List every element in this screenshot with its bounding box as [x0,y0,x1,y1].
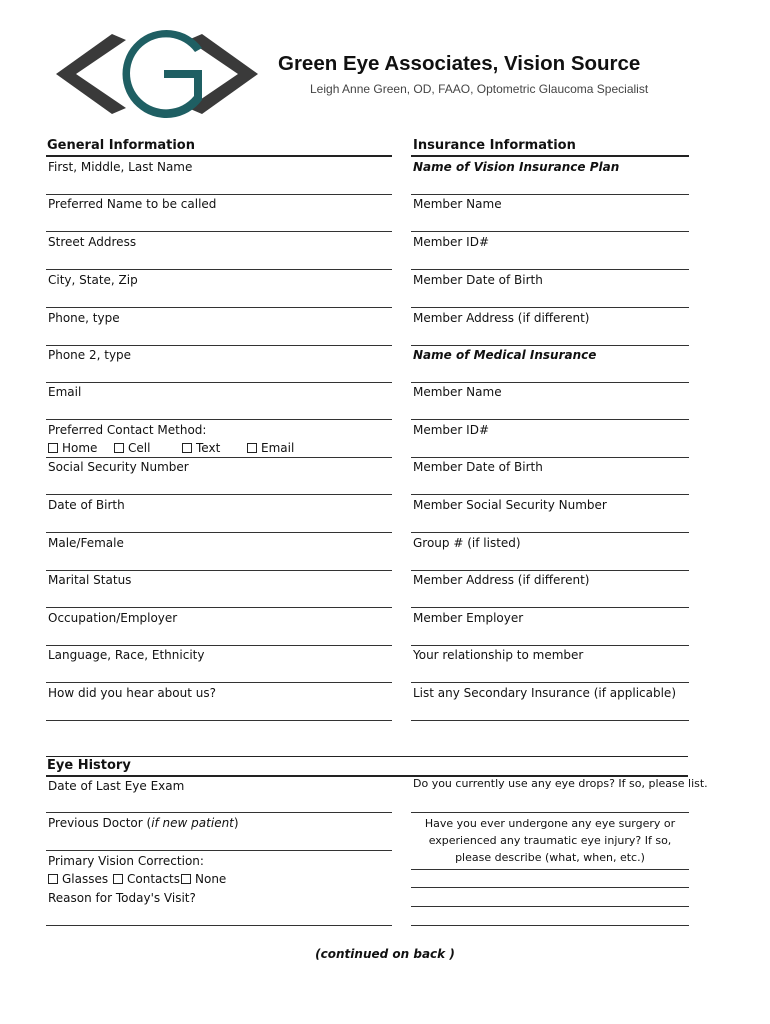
reason-for-visit-label: Reason for Today's Visit? [48,891,196,905]
email-label: Email [48,385,82,399]
checkbox-glasses[interactable]: Glasses [48,872,108,886]
medical-member-name-label: Member Name [413,385,502,399]
medical-member-id-label: Member ID# [413,423,490,437]
eye-surgery-line-3[interactable] [411,906,689,907]
reason-for-visit-line[interactable] [46,925,392,926]
medical-insurance-line[interactable] [411,382,689,383]
general-info-rule [46,155,392,157]
previous-doctor-label: Previous Doctor (if new patient) [48,816,239,830]
date-of-birth-line[interactable] [46,532,392,533]
medical-your-relationship-to-member-label: Your relationship to member [413,648,584,662]
social-security-number-label: Social Security Number [48,460,189,474]
checkbox-contact-text[interactable]: Text [182,441,220,455]
continued-on-back: (continued on back ) [315,947,455,961]
member-member-name-label: Member Name [413,197,502,211]
eye-surgery-line-2[interactable] [411,887,689,888]
medical-list-any-secondary-insurance-if-applicable-line[interactable] [411,720,689,721]
first-middle-last-name-line[interactable] [46,194,392,195]
last-eye-exam-line[interactable] [46,812,392,813]
first-middle-last-name-label: First, Middle, Last Name [48,160,193,174]
preferred-name-to-be-called-label: Preferred Name to be called [48,197,217,211]
medical-insurance-label: Name of Medical Insurance [413,348,597,362]
street-address-line[interactable] [46,269,392,270]
medical-group-if-listed-line[interactable] [411,570,689,571]
member-member-date-of-birth-label: Member Date of Birth [413,273,543,287]
checkbox-contact-email[interactable]: Email [247,441,294,455]
eye-surgery-line-4[interactable] [411,925,689,926]
marital-status-label: Marital Status [48,573,132,587]
medical-member-date-of-birth-line[interactable] [411,494,689,495]
phone-type-line[interactable] [46,345,392,346]
member-member-date-of-birth-line[interactable] [411,307,689,308]
medical-member-name-line[interactable] [411,419,689,420]
phone-2-type-label: Phone 2, type [48,348,132,362]
how-did-you-hear-about-us-label: How did you hear about us? [48,686,216,700]
language-race-ethnicity-label: Language, Race, Ethnicity [48,648,205,662]
previous-doctor-line[interactable] [46,850,392,851]
occupation-employer-line[interactable] [46,645,392,646]
medical-member-social-security-number-line[interactable] [411,532,689,533]
general-info-heading: General Information [47,138,195,153]
vision-correction-label: Primary Vision Correction: [48,854,204,868]
language-race-ethnicity-line[interactable] [46,682,392,683]
green-eye-logo [52,26,262,122]
eye-surgery-label: Have you ever undergone any eye surgery or experienced any traumatic eye injury? If so, please describe (what, when, etc.) [424,817,676,864]
phone-2-type-line[interactable] [46,382,392,383]
how-did-you-hear-about-us-line[interactable] [46,720,392,721]
practice-title: Green Eye Associates, Vision Source [278,52,641,75]
phone-type-label: Phone, type [48,311,120,325]
city-state-zip-line[interactable] [46,307,392,308]
member-member-name-line[interactable] [411,231,689,232]
practice-subtitle: Leigh Anne Green, OD, FAAO, Optometric Glaucoma Specialist [310,82,649,96]
vision-plan-label: Name of Vision Insurance Plan [413,160,620,174]
checkbox-contact-cell[interactable]: Cell [114,441,150,455]
medical-member-social-security-number-label: Member Social Security Number [413,498,607,512]
city-state-zip-label: City, State, Zip [48,273,138,287]
eye-surgery-line-1[interactable] [411,869,689,870]
medical-member-id-line[interactable] [411,457,689,458]
vision-plan-line[interactable] [411,194,689,195]
insurance-info-rule [411,155,689,157]
checkbox-none[interactable]: None [181,872,226,886]
insurance-info-heading: Insurance Information [413,138,576,153]
member-member-address-if-different-line[interactable] [411,345,689,346]
preferred-name-to-be-called-line[interactable] [46,231,392,232]
checkbox-contact-home[interactable]: Home [48,441,97,455]
medical-your-relationship-to-member-line[interactable] [411,682,689,683]
eye-history-heading: Eye History [47,758,131,773]
occupation-employer-label: Occupation/Employer [48,611,178,625]
checkbox-contacts[interactable]: Contacts [113,872,180,886]
medical-member-employer-line[interactable] [411,645,689,646]
medical-member-employer-label: Member Employer [413,611,524,625]
eye-drops-line[interactable] [411,812,689,813]
medical-member-address-if-different-line[interactable] [411,607,689,608]
medical-member-date-of-birth-label: Member Date of Birth [413,460,543,474]
email-line[interactable] [46,419,392,420]
medical-list-any-secondary-insurance-if-applicable-label: List any Secondary Insurance (if applicable) [413,686,676,700]
marital-status-line[interactable] [46,607,392,608]
preferred-contact-line [46,457,392,458]
medical-member-address-if-different-label: Member Address (if different) [413,573,590,587]
street-address-label: Street Address [48,235,137,249]
member-member-id-label: Member ID# [413,235,490,249]
eye-history-top-rule [46,756,688,757]
member-member-id-line[interactable] [411,269,689,270]
medical-group-if-listed-label: Group # (if listed) [413,536,521,550]
member-member-address-if-different-label: Member Address (if different) [413,311,590,325]
last-eye-exam-label: Date of Last Eye Exam [48,779,185,793]
eye-drops-label: Do you currently use any eye drops? If so, please list. [413,777,708,790]
male-female-line[interactable] [46,570,392,571]
preferred-contact-label: Preferred Contact Method: [48,423,207,437]
social-security-number-line[interactable] [46,494,392,495]
male-female-label: Male/Female [48,536,124,550]
date-of-birth-label: Date of Birth [48,498,125,512]
